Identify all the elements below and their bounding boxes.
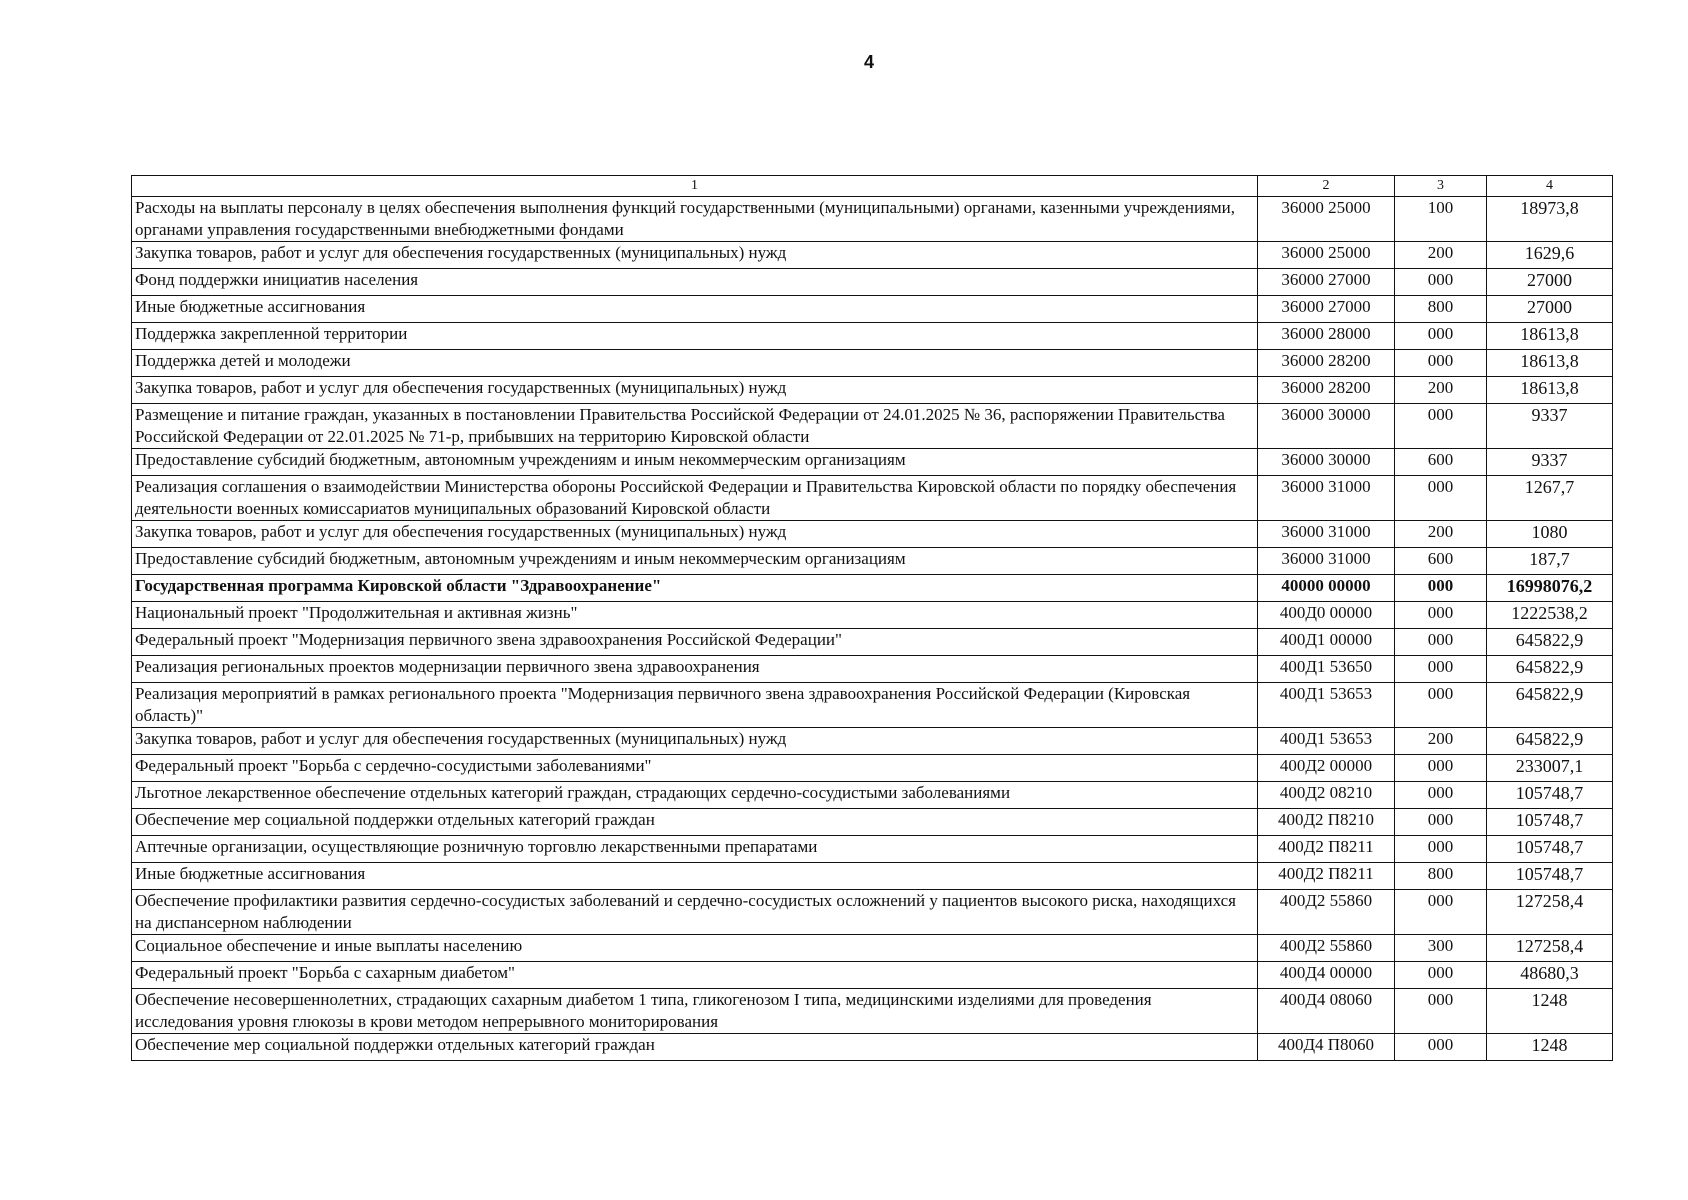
cell-code: 36000 30000 (1258, 404, 1395, 449)
cell-name: Предоставление субсидий бюджетным, автономным учреждениям и иным некоммерческим организациям (132, 548, 1258, 575)
table-row (132, 548, 1613, 575)
cell-name: Реализация мероприятий в рамках регионального проекта "Модернизация первичного звена здравоохранения Российской Федерации (Кировская область)" (132, 683, 1258, 728)
cell-type: 000 (1395, 656, 1487, 683)
cell-code: 400Д2 П8210 (1258, 809, 1395, 836)
table-row (132, 935, 1613, 962)
table-row (132, 755, 1613, 782)
cell-name: Федеральный проект "Борьба с сахарным диабетом" (132, 962, 1258, 989)
table-row (132, 656, 1613, 683)
cell-type: 100 (1395, 197, 1487, 242)
cell-type: 000 (1395, 755, 1487, 782)
cell-name: Федеральный проект "Модернизация первичного звена здравоохранения Российской Федерации" (132, 629, 1258, 656)
cell-name: Расходы на выплаты персоналу в целях обеспечения выполнения функций государственными (муниципальными) органами, казенными учреждениями, органами управления государственными внебюджетными фондами (132, 197, 1258, 242)
cell-code: 36000 25000 (1258, 197, 1395, 242)
table-row (132, 683, 1613, 728)
cell-amount: 645822,9 (1487, 728, 1613, 755)
cell-type: 000 (1395, 602, 1487, 629)
cell-amount: 187,7 (1487, 548, 1613, 575)
cell-amount: 48680,3 (1487, 962, 1613, 989)
cell-amount: 105748,7 (1487, 782, 1613, 809)
cell-type: 000 (1395, 836, 1487, 863)
cell-type: 200 (1395, 377, 1487, 404)
cell-amount: 18973,8 (1487, 197, 1613, 242)
cell-name: Реализация региональных проектов модернизации первичного звена здравоохранения (132, 656, 1258, 683)
cell-type: 800 (1395, 863, 1487, 890)
cell-amount: 1248 (1487, 989, 1613, 1034)
cell-type: 300 (1395, 935, 1487, 962)
cell-code: 36000 31000 (1258, 548, 1395, 575)
cell-name: Иные бюджетные ассигнования (132, 863, 1258, 890)
cell-code: 36000 31000 (1258, 521, 1395, 548)
cell-name: Закупка товаров, работ и услуг для обеспечения государственных (муниципальных) нужд (132, 521, 1258, 548)
cell-type: 000 (1395, 989, 1487, 1034)
cell-code: 400Д4 00000 (1258, 962, 1395, 989)
cell-type: 000 (1395, 962, 1487, 989)
table-row (132, 890, 1613, 935)
cell-name: Национальный проект "Продолжительная и активная жизнь" (132, 602, 1258, 629)
cell-amount: 645822,9 (1487, 629, 1613, 656)
cell-amount: 105748,7 (1487, 836, 1613, 863)
column-header-1: 1 (132, 176, 1258, 197)
cell-amount: 233007,1 (1487, 755, 1613, 782)
table-row (132, 476, 1613, 521)
table-row (132, 1034, 1613, 1061)
cell-code: 400Д2 00000 (1258, 755, 1395, 782)
cell-name: Льготное лекарственное обеспечение отдельных категорий граждан, страдающих сердечно-сосудистыми заболеваниями (132, 782, 1258, 809)
cell-type: 000 (1395, 323, 1487, 350)
table-row (132, 575, 1613, 602)
cell-code: 400Д1 53653 (1258, 728, 1395, 755)
page-number: 4 (863, 52, 874, 72)
cell-name: Поддержка закрепленной территории (132, 323, 1258, 350)
cell-name: Закупка товаров, работ и услуг для обеспечения государственных (муниципальных) нужд (132, 377, 1258, 404)
cell-amount: 1080 (1487, 521, 1613, 548)
cell-type: 000 (1395, 890, 1487, 935)
cell-name: Закупка товаров, работ и услуг для обеспечения государственных (муниципальных) нужд (132, 728, 1258, 755)
table-row (132, 809, 1613, 836)
cell-code: 400Д2 55860 (1258, 890, 1395, 935)
table-row (132, 197, 1613, 242)
cell-type: 000 (1395, 809, 1487, 836)
cell-amount: 105748,7 (1487, 809, 1613, 836)
cell-type: 600 (1395, 548, 1487, 575)
cell-amount: 18613,8 (1487, 323, 1613, 350)
cell-code: 36000 28200 (1258, 377, 1395, 404)
table-header-row (132, 176, 1613, 197)
cell-amount: 27000 (1487, 296, 1613, 323)
column-header-2: 2 (1258, 176, 1395, 197)
cell-amount: 645822,9 (1487, 656, 1613, 683)
cell-code: 36000 25000 (1258, 242, 1395, 269)
cell-name: Размещение и питание граждан, указанных в постановлении Правительства Российской Федерации от 24.01.2025 № 36, распоряжении Правительства Российской Федерации от 22.01.2025 № 71-р, прибывших на территорию Кировской области (132, 404, 1258, 449)
table-row (132, 989, 1613, 1034)
cell-code: 400Д4 08060 (1258, 989, 1395, 1034)
cell-name: Государственная программа Кировской области "Здравоохранение" (132, 575, 1258, 602)
cell-type: 000 (1395, 1034, 1487, 1061)
cell-code: 400Д2 55860 (1258, 935, 1395, 962)
cell-name: Закупка товаров, работ и услуг для обеспечения государственных (муниципальных) нужд (132, 242, 1258, 269)
cell-amount: 9337 (1487, 404, 1613, 449)
cell-code: 400Д2 П8211 (1258, 836, 1395, 863)
cell-type: 000 (1395, 350, 1487, 377)
table-row (132, 350, 1613, 377)
cell-name: Обеспечение мер социальной поддержки отдельных категорий граждан (132, 1034, 1258, 1061)
table-row (132, 629, 1613, 656)
cell-amount: 1222538,2 (1487, 602, 1613, 629)
cell-amount: 27000 (1487, 269, 1613, 296)
cell-name: Федеральный проект "Борьба с сердечно-сосудистыми заболеваниями" (132, 755, 1258, 782)
cell-name: Аптечные организации, осуществляющие розничную торговлю лекарственными препаратами (132, 836, 1258, 863)
cell-type: 000 (1395, 404, 1487, 449)
table-row (132, 377, 1613, 404)
cell-name: Реализация соглашения о взаимодействии Министерства обороны Российской Федерации и Правительства Кировской области по порядку обеспечения деятельности военных комиссариатов муниципальных образований Кировской области (132, 476, 1258, 521)
cell-amount: 127258,4 (1487, 890, 1613, 935)
table-row (132, 728, 1613, 755)
table-row (132, 602, 1613, 629)
cell-code: 400Д4 П8060 (1258, 1034, 1395, 1061)
cell-type: 200 (1395, 728, 1487, 755)
cell-type: 200 (1395, 521, 1487, 548)
cell-amount: 1248 (1487, 1034, 1613, 1061)
cell-code: 400Д1 00000 (1258, 629, 1395, 656)
column-header-4: 4 (1487, 176, 1613, 197)
cell-amount: 18613,8 (1487, 377, 1613, 404)
table-row (132, 863, 1613, 890)
cell-name: Поддержка детей и молодежи (132, 350, 1258, 377)
column-header-3: 3 (1395, 176, 1487, 197)
cell-type: 000 (1395, 575, 1487, 602)
cell-amount: 105748,7 (1487, 863, 1613, 890)
cell-code: 36000 31000 (1258, 476, 1395, 521)
table-row (132, 521, 1613, 548)
cell-code: 36000 27000 (1258, 296, 1395, 323)
table-row (132, 404, 1613, 449)
cell-name: Обеспечение несовершеннолетних, страдающих сахарным диабетом 1 типа, гликогенозом I типа, медицинскими изделиями для проведения исследования уровня глюкозы в крови методом непрерывного мониторирования (132, 989, 1258, 1034)
cell-amount: 127258,4 (1487, 935, 1613, 962)
cell-name: Предоставление субсидий бюджетным, автономным учреждениям и иным некоммерческим организациям (132, 449, 1258, 476)
cell-code: 40000 00000 (1258, 575, 1395, 602)
cell-code: 400Д2 08210 (1258, 782, 1395, 809)
cell-type: 000 (1395, 782, 1487, 809)
cell-code: 36000 27000 (1258, 269, 1395, 296)
cell-type: 000 (1395, 476, 1487, 521)
cell-name: Обеспечение профилактики развития сердечно-сосудистых заболеваний и сердечно-сосудистых осложнений у пациентов высокого риска, находящихся на диспансерном наблюдении (132, 890, 1258, 935)
table-row (132, 782, 1613, 809)
cell-name: Иные бюджетные ассигнования (132, 296, 1258, 323)
cell-amount: 9337 (1487, 449, 1613, 476)
cell-name: Обеспечение мер социальной поддержки отдельных категорий граждан (132, 809, 1258, 836)
cell-code: 400Д1 53653 (1258, 683, 1395, 728)
cell-name: Социальное обеспечение и иные выплаты населению (132, 935, 1258, 962)
cell-code: 400Д1 53650 (1258, 656, 1395, 683)
cell-type: 800 (1395, 296, 1487, 323)
cell-amount: 16998076,2 (1487, 575, 1613, 602)
cell-type: 000 (1395, 269, 1487, 296)
budget-table (131, 175, 1613, 1061)
table-row (132, 449, 1613, 476)
table-row (132, 269, 1613, 296)
cell-code: 400Д0 00000 (1258, 602, 1395, 629)
table-row (132, 836, 1613, 863)
cell-code: 36000 30000 (1258, 449, 1395, 476)
cell-amount: 1629,6 (1487, 242, 1613, 269)
cell-code: 400Д2 П8211 (1258, 863, 1395, 890)
cell-code: 36000 28200 (1258, 350, 1395, 377)
table-row (132, 323, 1613, 350)
table-row (132, 296, 1613, 323)
cell-code: 36000 28000 (1258, 323, 1395, 350)
cell-type: 600 (1395, 449, 1487, 476)
cell-amount: 1267,7 (1487, 476, 1613, 521)
cell-name: Фонд поддержки инициатив населения (132, 269, 1258, 296)
table-row (132, 242, 1613, 269)
cell-type: 000 (1395, 629, 1487, 656)
cell-type: 000 (1395, 683, 1487, 728)
cell-type: 200 (1395, 242, 1487, 269)
table-row (132, 962, 1613, 989)
cell-amount: 645822,9 (1487, 683, 1613, 728)
cell-amount: 18613,8 (1487, 350, 1613, 377)
